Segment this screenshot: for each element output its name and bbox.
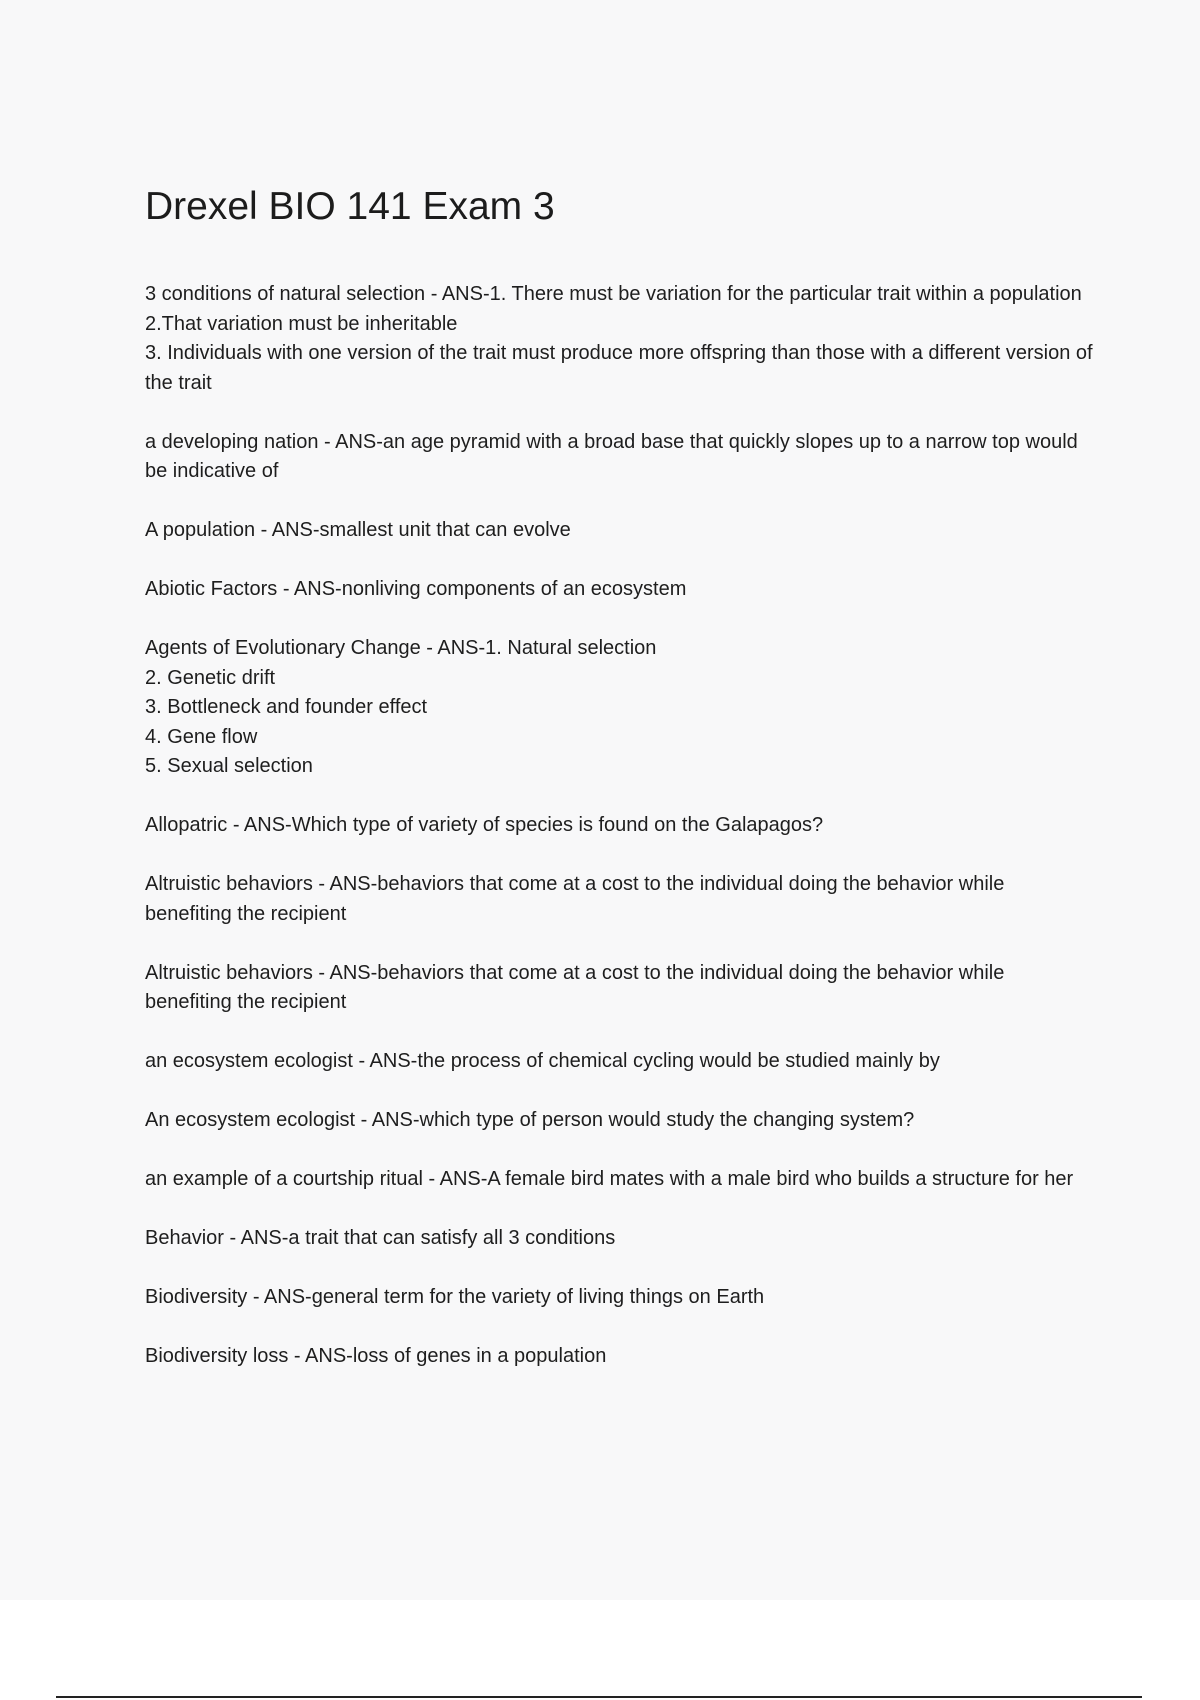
flashcard-entry: A population - ANS-smallest unit that can evolve <box>145 519 571 541</box>
flashcard-entry: An ecosystem ecologist - ANS-which type of person would study the changing system? <box>145 1109 915 1131</box>
flashcard-entry: 3 conditions of natural selection - ANS-1. There must be variation for the particular trait within a population 2.That variation must be inheritable 3. Individuals with one version of the trait must produce more offspring than those with a different version of the trait <box>145 283 1093 394</box>
flashcard-entry: Altruistic behaviors - ANS-behaviors that come at a cost to the individual doing the behavior while benefiting the recipient <box>145 961 1005 1013</box>
flashcard-entry: an example of a courtship ritual - ANS-A female bird mates with a male bird who builds a structure for her <box>145 1168 1074 1190</box>
flashcard-entry: a developing nation - ANS-an age pyramid with a broad base that quickly slopes up to a narrow top would be indicative of <box>145 430 1078 482</box>
page-divider <box>56 1696 1142 1698</box>
flashcard-entry: an ecosystem ecologist - ANS-the process of chemical cycling would be studied mainly by <box>145 1050 940 1072</box>
flashcard-entry: Altruistic behaviors - ANS-behaviors that come at a cost to the individual doing the behavior while benefiting the recipient <box>145 873 1005 925</box>
flashcard-entry: Behavior - ANS-a trait that can satisfy all 3 conditions <box>145 1227 616 1249</box>
flashcard-list <box>145 280 1095 1401</box>
flashcard-entry: Agents of Evolutionary Change - ANS-1. Natural selection 2. Genetic drift 3. Bottleneck and founder effect 4. Gene flow 5. Sexual selection <box>145 637 657 777</box>
document-title: Drexel BIO 141 Exam 3 <box>145 185 555 228</box>
flashcard-entry: Abiotic Factors - ANS-nonliving components of an ecosystem <box>145 578 687 600</box>
flashcard-entry: Biodiversity loss - ANS-loss of genes in a population <box>145 1345 607 1367</box>
flashcard-entry: Allopatric - ANS-Which type of variety of species is found on the Galapagos? <box>145 814 824 836</box>
flashcard-entry: Biodiversity - ANS-general term for the variety of living things on Earth <box>145 1286 765 1308</box>
